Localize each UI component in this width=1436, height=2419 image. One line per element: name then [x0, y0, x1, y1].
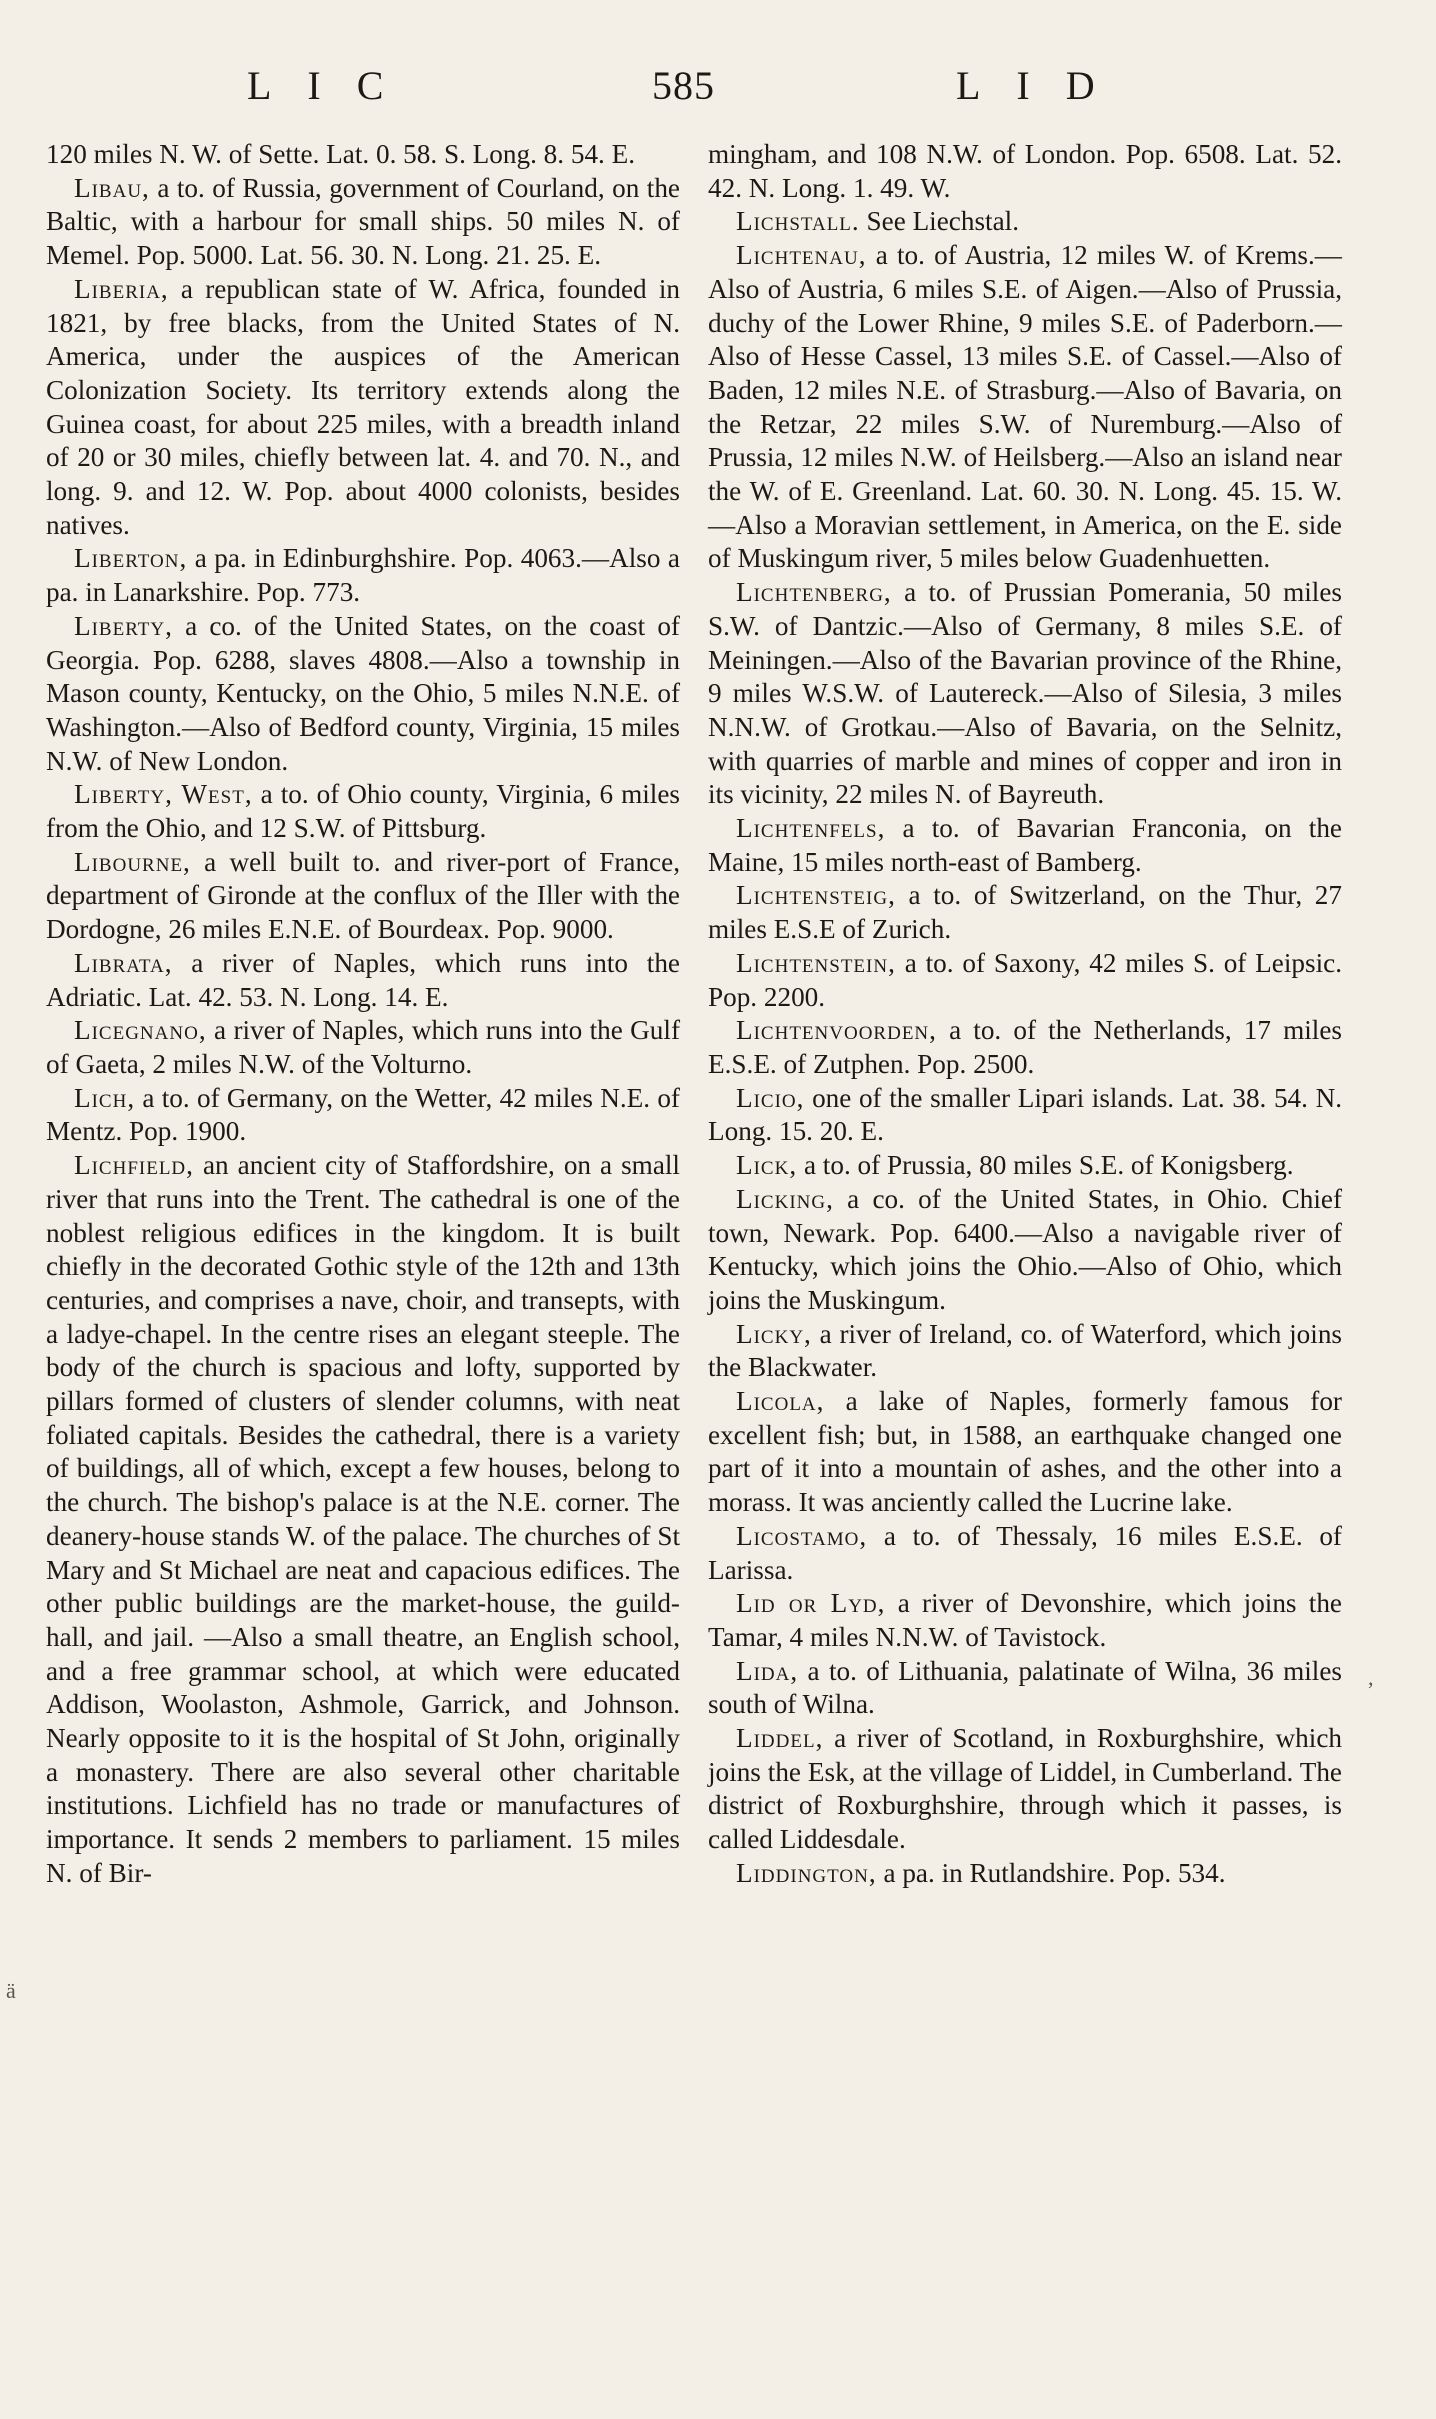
- entry-headword: Libourne,: [74, 846, 191, 877]
- entry-text: a river of Scotland, in Roxburghshire, which joins the Esk, at the village of Liddel, in Cumberland. The district of Roxburghshire, through which it passes, is called Liddesdale.: [708, 1723, 1342, 1855]
- entry-text: a river of Naples, which runs into the Adriatic. Lat. 42. 53. N. Long. 14. E.: [46, 947, 680, 1012]
- gazetteer-entry: [708, 1722, 1342, 1857]
- entry-text: a river of Naples, which runs into the Gulf of Gaeta, 2 miles N.W. of the Volturno.: [46, 1015, 680, 1079]
- entry-headword: Libau,: [74, 172, 150, 203]
- gazetteer-entry: [708, 239, 1342, 576]
- gazetteer-entry: [708, 947, 1342, 1014]
- entry-text: a river of Ireland, co. of Waterford, which joins the Blackwater.: [708, 1318, 1342, 1383]
- gazetteer-entry: [46, 778, 680, 845]
- entry-text: a to. of Germany, on the Wetter, 42 miles N.E. of Mentz. Pop. 1900.: [46, 1082, 680, 1147]
- gazetteer-entry: [708, 1587, 1342, 1654]
- gazetteer-entry: [708, 1183, 1342, 1318]
- gazetteer-entry: [708, 879, 1342, 946]
- entry-headword: Liberton,: [74, 543, 188, 574]
- gazetteer-entry: [46, 610, 680, 779]
- entry-text: a to. of Ohio county, Virginia, 6 miles from the Ohio, and 12 S.W. of Pittsburg.: [46, 779, 680, 844]
- entry-headword: Lichtenstein,: [736, 947, 896, 978]
- entry-headword: Lichtensteig,: [736, 880, 896, 911]
- entry-text: 120 miles N. W. of Sette. Lat. 0. 58. S. Long. 8. 54. E.: [46, 139, 636, 169]
- gazetteer-entry: [708, 812, 1342, 879]
- gazetteer-entry: [708, 1082, 1342, 1149]
- running-header: [0, 62, 1436, 122]
- entry-headword: Liberty,: [74, 610, 173, 641]
- entry-text: a to. of Lithuania, palatinate of Wilna, 36 miles south of Wilna.: [708, 1655, 1342, 1720]
- entry-headword: Licio,: [736, 1082, 805, 1113]
- entry-headword: Lichtenfels,: [736, 813, 886, 844]
- gazetteer-entry: [46, 273, 680, 543]
- entry-headword: Lichfield,: [74, 1150, 194, 1181]
- header-right-guide-word: LID: [956, 63, 1131, 108]
- entry-text: a to. of Thessaly, 16 miles E.S.E. of Larissa.: [708, 1520, 1342, 1585]
- entry-text: a to. of Switzerland, on the Thur, 27 miles E.S.E of Zurich.: [708, 880, 1342, 945]
- gazetteer-entry: [46, 947, 680, 1014]
- entry-headword: Lid or Lyd,: [736, 1588, 886, 1619]
- entry-headword: Lichtenberg,: [736, 577, 892, 608]
- entry-headword: Lichtenvoorden,: [736, 1015, 937, 1046]
- page-number: 585: [652, 63, 715, 108]
- entry-headword: Licky,: [736, 1318, 812, 1349]
- margin-mark: ä: [6, 1978, 16, 2003]
- entry-text: a pa. in Edinburghshire. Pop. 4063.—Also a pa. in Lanarkshire. Pop. 773.: [46, 543, 680, 608]
- gazetteer-entry: [46, 542, 680, 609]
- header-left-guide-word: LIC: [247, 63, 420, 108]
- entry-text: a to. of the Netherlands, 17 miles E.S.E. of Zutphen. Pop. 2500.: [708, 1015, 1342, 1079]
- entry-headword: Licegnano,: [74, 1015, 207, 1046]
- entry-headword: Librata,: [74, 947, 173, 978]
- entry-text: an ancient city of Staffordshire, on a small river that runs into the Trent. The cathedral is one of the noblest religious edifices in the kingdom. It is built chiefly in the decorated Gothic style of the 12th and 13th centuries, and comprises a nave, choir, and transepts, with a ladye-chapel. In the centre rises an elegant steeple. The body of the church is spacious and lofty, supported by pillars formed of clusters of slender columns, with neat foliated capitals. Besides the cathedral, there is a variety of buildings, all of which, except a few houses, belong to the church. The bishop's palace is at the N.E. corner. The deanery-house stands W. of the palace. The churches of St Mary and St Michael are neat and capacious edifices. The other public buildings are the market-house, the guild-hall, and jail. —Also a small theatre, an English school, and a free grammar school, at which were educated Addison, Woolaston, Ashmole, Garrick, and Johnson. Nearly opposite to it is the hospital of St John, originally a monastery. There are also several other charitable institutions. Lichfield has no trade or manufactures of importance. It sends 2 members to parliament. 15 miles N. of Bir-: [46, 1150, 680, 1888]
- entry-text: a to. of Austria, 12 miles W. of Krems.—Also of Austria, 6 miles S.E. of Aigen.—Also of Prussia, duchy of the Lower Rhine, 9 miles S.E. of Paderborn.—Also of Hesse Cassel, 13 miles S.E. of Cassel.—Also of Baden, 12 miles N.E. of Strasburg.—Also of Bavaria, on the Retzar, 22 miles S.W. of Nuremburg.—Also of Prussia, 12 miles N.W. of Heilsberg.—Also an island near the W. of E. Greenland. Lat. 60. 30. N. Long. 45. 15. W.—Also a Moravian settlement, in America, on the E. side of Muskingum river, 5 miles below Guadenhuetten.: [708, 240, 1342, 574]
- entry-text: See Liechstal.: [859, 206, 1020, 237]
- gazetteer-entry: [46, 1082, 680, 1149]
- entry-text: a republican state of W. Africa, founded in 1821, by free blacks, from the United States of N. America, under the auspices of the American Colonization Society. Its territory extends along the Guinea coast, for about 225 miles, with a breadth inland of 20 or 30 miles, chiefly between lat. 4. and 70. N., and long. 9. and 12. W. Pop. about 4000 colonists, besides natives.: [46, 273, 680, 540]
- gazetteer-entry: [708, 576, 1342, 812]
- gazetteer-entry: [708, 1318, 1342, 1385]
- entry-headword: Lichtenau,: [736, 240, 867, 271]
- right-column: [708, 138, 1342, 1891]
- entry-text: mingham, and 108 N.W. of London. Pop. 6508. Lat. 52. 42. N. Long. 1. 49. W.: [708, 139, 1342, 203]
- gazetteer-entry: [46, 138, 680, 172]
- left-column: [46, 138, 680, 1891]
- entry-text: a pa. in Rutlandshire. Pop. 534.: [876, 1857, 1226, 1888]
- gazetteer-entry: [708, 1520, 1342, 1587]
- entry-headword: Liberty, West,: [74, 779, 253, 810]
- entry-text: a co. of the United States, in Ohio. Chief town, Newark. Pop. 6400.—Also a navigable river of Kentucky, which joins the Ohio.—Also of Ohio, which joins the Muskingum.: [708, 1183, 1342, 1315]
- entry-text: a to. of Bavarian Franconia, on the Maine, 15 miles north-east of Bamberg.: [708, 813, 1342, 877]
- entry-headword: Liberia,: [74, 273, 169, 304]
- entry-text: a river of Devonshire, which joins the Tamar, 4 miles N.N.W. of Tavistock.: [708, 1588, 1342, 1652]
- entry-headword: Lick,: [736, 1150, 798, 1181]
- entry-headword: Lichstall.: [736, 206, 860, 237]
- gazetteer-entry: [46, 846, 680, 947]
- gazetteer-entry: [46, 1149, 680, 1890]
- entry-headword: Licostamo,: [736, 1520, 868, 1551]
- entry-text: a to. of Saxony, 42 miles S. of Leipsic. Pop. 2200.: [708, 947, 1342, 1012]
- entry-headword: Licola,: [736, 1386, 825, 1417]
- gazetteer-entry: [46, 172, 680, 273]
- entry-headword: Lich,: [74, 1082, 136, 1113]
- entry-headword: Liddington,: [736, 1857, 877, 1888]
- gazetteer-entry: [46, 1014, 680, 1081]
- margin-mark: ,: [1368, 1665, 1374, 1690]
- entry-text: a to. of Russia, government of Courland, on the Baltic, with a harbour for small ships. 50 miles N. of Memel. Pop. 5000. Lat. 56. 30. N. Long. 21. 25. E.: [46, 172, 680, 271]
- entry-text: a to. of Prussia, 80 miles S.E. of Konigsberg.: [797, 1150, 1294, 1181]
- gazetteer-entry: [708, 205, 1342, 239]
- entry-text: a lake of Naples, formerly famous for excellent fish; but, in 1588, an earthquake changed one part of it into a mountain of ashes, and the other into a morass. It was anciently called the Lucrine lake.: [708, 1386, 1342, 1518]
- entry-headword: Lida,: [736, 1655, 799, 1686]
- entry-headword: Licking,: [736, 1183, 834, 1214]
- gazetteer-entry: [708, 1149, 1342, 1183]
- entry-text: a to. of Prussian Pomerania, 50 miles S.W. of Dantzic.—Also of Germany, 8 miles S.E. of Meiningen.—Also of the Bavarian province of the Rhine, 9 miles W.S.W. of Lautereck.—Also of Silesia, 3 miles N.N.W. of Grotkau.—Also of Bavaria, on the Selnitz, with quarries of marble and mines of copper and iron in its vicinity, 22 miles N. of Bayreuth.: [708, 577, 1342, 810]
- gazetteer-entry: [708, 1655, 1342, 1722]
- gazetteer-entry: [708, 1014, 1342, 1081]
- gazetteer-entry: [708, 1857, 1342, 1891]
- entry-text: a co. of the United States, on the coast of Georgia. Pop. 6288, slaves 4808.—Also a township in Mason county, Kentucky, on the Ohio, 5 miles N.N.E. of Washington.—Also of Bedford county, Virginia, 15 miles N.W. of New London.: [46, 610, 680, 776]
- entry-text: one of the smaller Lipari islands. Lat. 38. 54. N. Long. 15. 20. E.: [708, 1082, 1342, 1147]
- entry-text: a well built to. and river-port of France, department of Gironde at the conflux of the Iller with the Dordogne, 26 miles E.N.E. of Bourdeax. Pop. 9000.: [46, 846, 680, 945]
- gazetteer-entry: [708, 138, 1342, 205]
- gazetteer-entry: [708, 1385, 1342, 1520]
- entry-headword: Liddel,: [736, 1723, 824, 1754]
